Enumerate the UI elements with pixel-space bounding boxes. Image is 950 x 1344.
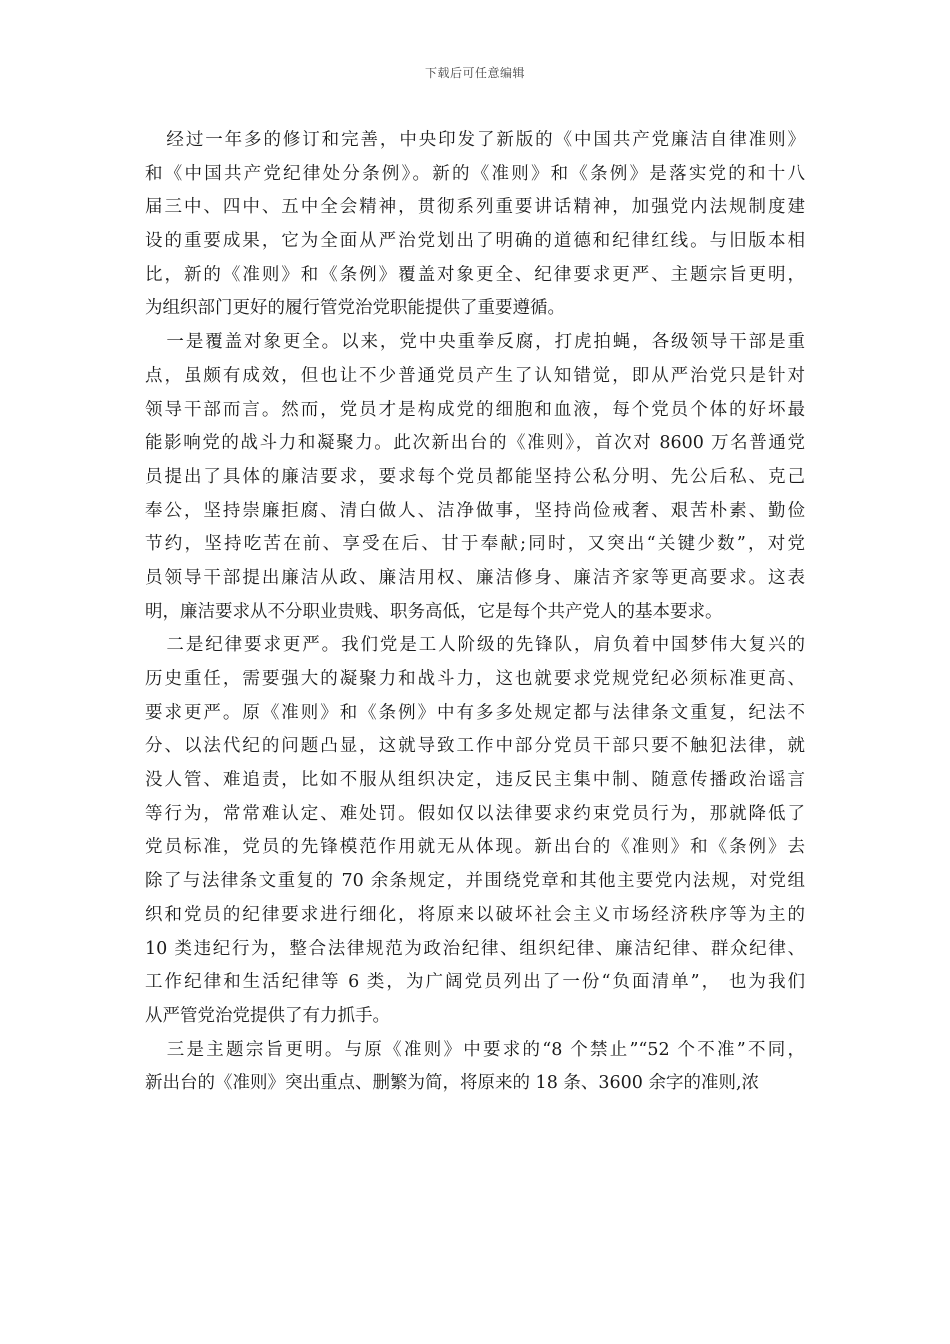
text-line: 党员标准，党员的先锋模范作用就无从体现。新出台的《准则》和《条例》去: [145, 837, 805, 858]
text-line: 等行为，常常难认定、难处罚。假如仅以法律要求约束党员行为，那就降低了: [145, 803, 805, 824]
text-line: 要求更严。原《准则》和《条例》中有多多处规定都与法律条文重复，纪法不: [145, 702, 805, 723]
text-line: 员领导干部提出廉洁从政、廉洁用权、廉洁修身、廉洁齐家等更高要求。这表: [145, 567, 805, 588]
text-line: 10 类违纪行为，整合法律规范为政治纪律、组织纪律、廉洁纪律、群众纪律、: [145, 938, 805, 959]
text-line: 节约，坚持吃苦在前、享受在后、甘于奉献;同时，又突出“关键少数”，对党: [145, 534, 805, 555]
text-line: 分、以法代纪的问题凸显，这就导致工作中部分党员干部只要不触犯法律，就: [145, 736, 805, 757]
text-line: 领导干部而言。然而，党员才是构成党的细胞和血液，每个党员个体的好坏最: [145, 399, 805, 420]
text-line: 明，廉洁要求从不分职业贵贱、职务高低，它是每个共产党人的基本要求。: [145, 601, 723, 622]
paragraph: [145, 1034, 805, 1101]
text-line: 为组织部门更好的履行管党治党职能提供了重要遵循。: [145, 298, 565, 319]
text-line: 从严管党治党提供了有力抓手。: [145, 1005, 390, 1026]
text-line: 三是主题宗旨更明。与原《准则》中要求的“8 个禁止”“52 个不准”不同，: [147, 1039, 805, 1060]
text-line: 届三中、四中、五中全会精神，贯彻系列重要讲话精神，加强党内法规制度建: [145, 197, 805, 218]
paragraph: [145, 629, 805, 1033]
paragraph: [145, 124, 805, 326]
text-line: 员提出了具体的廉洁要求，要求每个党员都能坚持公私分明、先公后私、克己: [145, 466, 805, 487]
text-line: 二是纪律要求更严。我们党是工人阶级的先锋队，肩负着中国梦伟大复兴的: [147, 635, 805, 656]
text-line: 设的重要成果，它为全面从严治党划出了明确的道德和纪律红线。与旧版本相: [145, 231, 805, 252]
text-line: 一是覆盖对象更全。以来，党中央重拳反腐，打虎拍蝇，各级领导干部是重: [147, 332, 805, 353]
page-header: 下载后可任意编辑: [424, 66, 525, 80]
text-line: 奉公，坚持崇廉拒腐、清白做人、洁净做事，坚持尚俭戒奢、艰苦朴素、勤俭: [145, 500, 805, 521]
text-line: 比，新的《准则》和《条例》覆盖对象更全、纪律要求更严、主题宗旨更明，: [145, 264, 805, 285]
text-line: 经过一年多的修订和完善，中央印发了新版的《中国共产党廉洁自律准则》: [147, 130, 805, 150]
document-body: [145, 124, 805, 1101]
text-line: 和《中国共产党纪律处分条例》。新的《准则》和《条例》是落实党的和十八: [145, 163, 805, 184]
text-line: 新出台的《准则》突出重点、删繁为简，将原来的 18 条、3600 余字的准则,浓: [145, 1073, 760, 1094]
text-line: 工作纪律和生活纪律等 6 类，为广阔党员列出了一份“负面清单”， 也为我们: [145, 972, 805, 993]
text-line: 能影响党的战斗力和凝聚力。此次新出台的《准则》，首次对 8600 万名普通党: [145, 433, 805, 454]
paragraph: [145, 326, 805, 629]
text-line: 历史重任，需要强大的凝聚力和战斗力，这也就要求党规党纪必须标准更高、: [145, 669, 805, 689]
text-line: 除了与法律条文重复的 70 余条规定，并围绕党章和其他主要党内法规，对党组: [145, 871, 805, 892]
text-line: 织和党员的纪律要求进行细化，将原来以破坏社会主义市场经济秩序等为主的: [145, 904, 805, 925]
text-line: 点，虽颇有成效，但也让不少普通党员产生了认知错觉，即从严治党只是针对: [145, 365, 805, 386]
text-line: 没人管、难追责，比如不服从组织决定，违反民主集中制、随意传播政治谣言: [145, 770, 805, 791]
